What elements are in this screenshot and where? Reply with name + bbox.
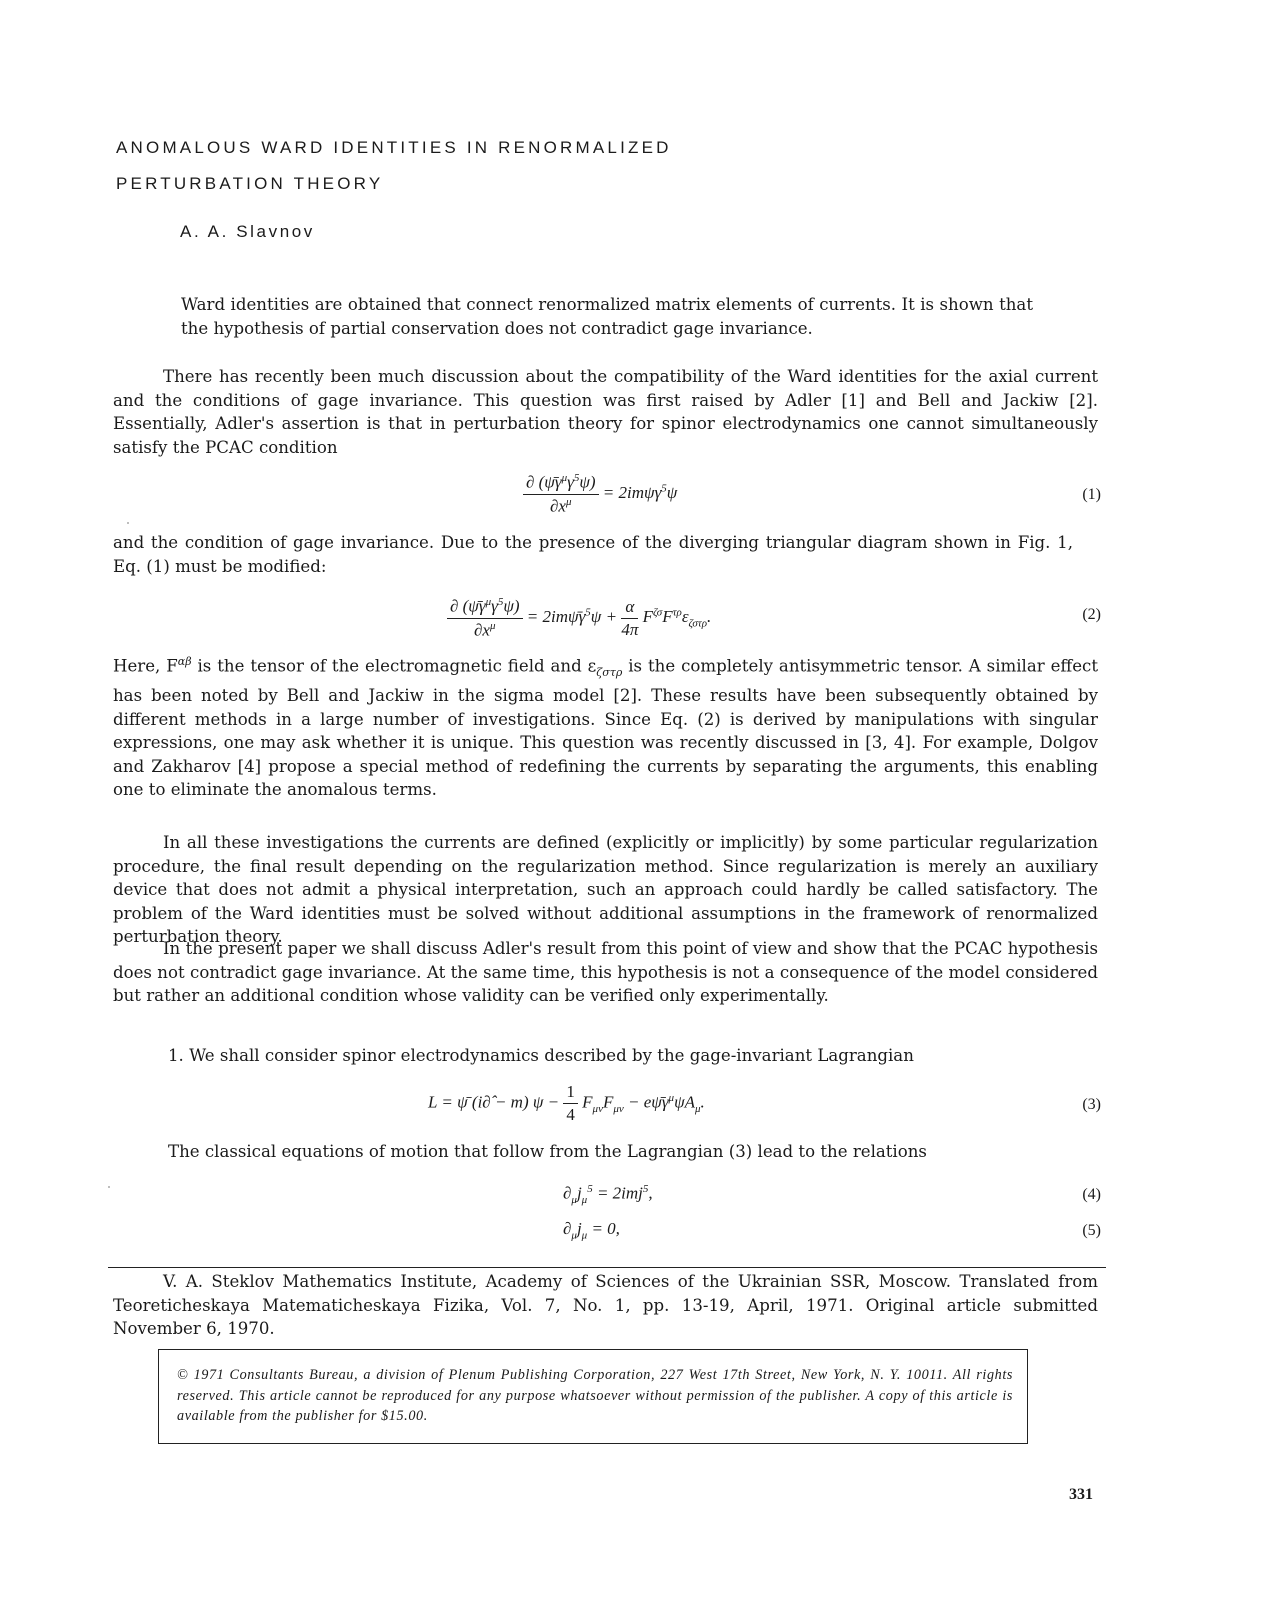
paragraph-equations-of-motion: The classical equations of motion that follow from the Lagrangian (3) lead to the relations bbox=[168, 1142, 927, 1161]
scan-speck bbox=[127, 522, 129, 524]
paragraph-present-paper bbox=[113, 937, 1098, 1008]
title-line-1: ANOMALOUS WARD IDENTITIES IN RENORMALIZED bbox=[116, 138, 672, 157]
equation-4: $\partial_\mu j_\mu^5 = 2imj^5$, bbox=[563, 1183, 653, 1207]
equation-5-number: (5) bbox=[1082, 1222, 1101, 1239]
equation-1: $\frac{\partial (\psī\gamma^\mu\gamma^5\psi)}{\partial x^\mu}$ = 2imψγ$^5$ψ bbox=[523, 472, 677, 516]
page-number: 331 bbox=[1069, 1486, 1093, 1503]
equation-3: L = ψ̄ (i∂̂ − m) ψ − $\frac{1}{4}$ $F_{\mu\nu}F_{\mu\nu}$ − $e\psī\gamma^\mu\psi A_\mu$. bbox=[428, 1082, 705, 1124]
paragraph-intro-text: There has recently been much discussion about the compatibility of the Ward identities for the axial current and the conditions of gage invariance. This question was first raised by Adler [1] and Bell and Jackiw [2]. Essentially, Adler's assertion is that in perturbation theory for spinor electrodynamics one cannot simultaneously satisfy the PCAC condition bbox=[113, 367, 1098, 457]
equation-5: $\partial_\mu j_\mu = 0$, bbox=[563, 1219, 620, 1242]
copyright-text: © 1971 Consultants Bureau, a division of Plenum Publishing Corporation, 227 West 17th Street, New York, N. Y. 10011. All rights reserved. This article cannot be reproduced for any purpose whatsoever without permission of the publisher. A copy of this article is available from the publisher for $15.00. bbox=[177, 1367, 1013, 1424]
abstract: Ward identities are obtained that connect renormalized matrix elements of currents. It is shown that the hypothesis of partial conservation does not contradict gage invariance. bbox=[181, 295, 1033, 338]
eq3-quarter-fraction: $\frac{1}{4}$ bbox=[563, 1082, 578, 1125]
affiliation-footnote bbox=[113, 1270, 1098, 1341]
equation-2: $\frac{\partial (\psī\gamma^\mu\gamma^5\psi)}{\partial x^\mu}$ = $2im\psī\gamma^5\psi$ + $\frac{\alpha}{4\pi}$ $F^{\zeta\sigma}F^{\tau\rho}\varepsilon_{\zeta\sigma\tau\rho}$. bbox=[447, 596, 711, 640]
paragraph-tensor: Here, $F^{\alpha\beta}$ is the tensor of the electromagnetic field and $\varepsilon_{\zeta\sigma\tau\rho}$ is the completely antisymmetric tensor. A similar effect has been noted by Bell and Jackiw in the sigma model [2]. These results have been subsequently obtained by different methods in a large number of investigations. Since Eq. (2) is derived by manipulations with singular expressions, one may ask whether it is unique. This question was recently discussed in [3, 4]. For example, Dolgov and Zakharov [4] propose a special method of redefining the currents by separating the arguments, this enabling one to eliminate the anomalous terms. bbox=[113, 655, 1098, 800]
equation-4-number: (4) bbox=[1082, 1186, 1101, 1203]
scan-speck bbox=[108, 1186, 110, 1188]
paragraph-modification: and the condition of gage invariance. Due to the presence of the diverging triangular diagram shown in Fig. 1, Eq. (1) must be modified: bbox=[113, 533, 1073, 576]
copyright-box bbox=[158, 1349, 1028, 1444]
paragraph-regularization bbox=[113, 831, 1098, 949]
paragraph-intro bbox=[113, 365, 1098, 459]
title-line-2: PERTURBATION THEORY bbox=[116, 174, 384, 193]
equation-3-number: (3) bbox=[1082, 1096, 1101, 1113]
footnote-rule bbox=[108, 1267, 1106, 1268]
eq2-fraction: $\frac{\partial (\psī\gamma^\mu\gamma^5\psi)}{\partial x^\mu}$ bbox=[447, 596, 523, 640]
paragraph-section-1: 1. We shall consider spinor electrodynamics described by the gage-invariant Lagrangian bbox=[168, 1046, 914, 1065]
paragraph-present-paper-text: In the present paper we shall discuss Adler's result from this point of view and show that the PCAC hypothesis does not contradict gage invariance. At the same time, this hypothesis is not a consequence of the model considered but rather an additional condition whose validity can be verified only experimentally. bbox=[113, 939, 1098, 1005]
paragraph-regularization-text: In all these investigations the currents are defined (explicitly or implicitly) by some particular regularization procedure, the final result depending on the regularization method. Since regularization is merely an auxiliary device that does not admit a physical interpretation, such an approach could hardly be called satisfactory. The problem of the Ward identities must be solved without additional assumptions in the framework of renormalized perturbation theory. bbox=[113, 833, 1098, 946]
eq1-fraction: $\frac{\partial (\psī\gamma^\mu\gamma^5\psi)}{\partial x^\mu}$ bbox=[523, 472, 599, 516]
author: A. A. Slavnov bbox=[180, 222, 315, 241]
affiliation-text: V. A. Steklov Mathematics Institute, Academy of Sciences of the Ukrainian SSR, Moscow. Translated from Teoreticheskaya Matematicheskaya Fizika, Vol. 7, No. 1, pp. 13-19, April, 1971. Original article submitted November 6, 1970. bbox=[113, 1272, 1098, 1338]
eq2-alpha-fraction: $\frac{\alpha}{4\pi}$ bbox=[621, 596, 639, 639]
equation-1-number: (1) bbox=[1082, 486, 1101, 503]
equation-2-number: (2) bbox=[1082, 606, 1101, 623]
